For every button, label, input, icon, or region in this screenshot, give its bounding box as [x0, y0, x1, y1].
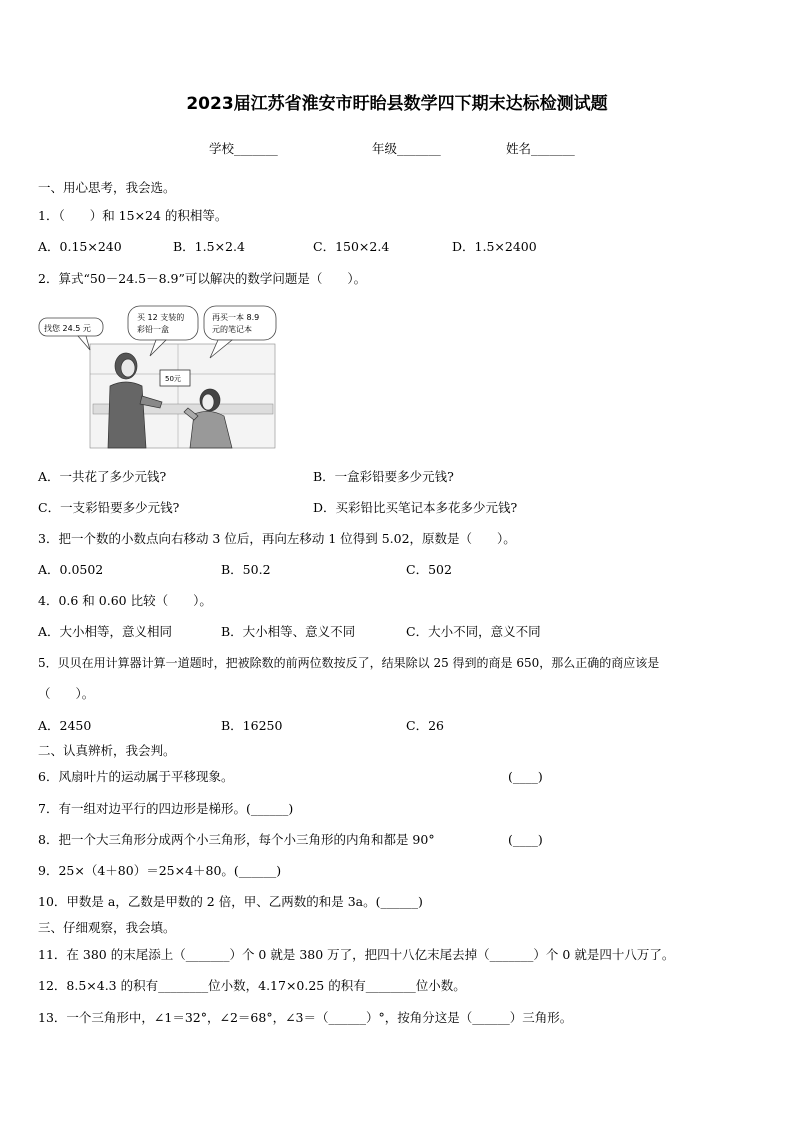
shop-illustration: [38, 304, 278, 450]
q5-option-a: A．2450: [38, 718, 92, 733]
grade-field: 年级_______: [372, 141, 441, 156]
section-heading-1: 一、用心思考，我会选。: [38, 180, 176, 195]
q3-option-a: A．0.0502: [38, 562, 104, 577]
question-11: 11．在 380 的末尾添上（_______）个 0 就是 380 万了，把四十八亿末尾去掉（_______）个 0 就是四十八万了。: [38, 947, 675, 962]
q2-option-b: B．一盒彩铅要多少元钱?: [313, 469, 454, 484]
q5-option-c: C．26: [406, 718, 444, 733]
q3-option-b: B．50.2: [221, 562, 271, 577]
q4-option-b: B．大小相等、意义不同: [221, 624, 356, 639]
bubble-2-line-2: 彩铅一盒: [137, 325, 169, 334]
bubble-3-line-1: 再买一本 8.9: [212, 313, 260, 322]
question-5: 5．贝贝在用计算器计算一道题时，把被除数的前两位数按反了，结果除以 25 得到的商是 650，那么正确的商应该是: [38, 656, 660, 670]
question-6: 6．风扇叶片的运动属于平移现象。: [38, 769, 234, 784]
q3-option-c: C．502: [406, 562, 452, 577]
bubble-2-line-1: 买 12 支装的: [137, 313, 185, 322]
name-field: 姓名_______: [506, 141, 575, 156]
q5-option-b: B．16250: [221, 718, 283, 733]
q2-option-a: A．一共花了多少元钱?: [38, 469, 167, 484]
question-3: 3．把一个数的小数点向右移动 3 位后，再向左移动 1 位得到 5.02，原数是（ ）。: [38, 531, 516, 546]
question-2: 2．算式“50－24.5－8.9”可以解决的数学问题是（ ）。: [38, 271, 367, 286]
question-5-continued: （ ）。: [38, 686, 95, 701]
q1-option-a: A．0.15×240: [38, 239, 122, 254]
question-7: 7．有一组对边平行的四边形是梯形。(______): [38, 801, 294, 816]
q1-option-b: B．1.5×2.4: [173, 239, 245, 254]
q1-option-c: C．150×2.4: [313, 239, 390, 254]
bubble-3-line-2: 元的笔记本: [212, 325, 252, 334]
school-field: 学校_______: [209, 141, 278, 156]
question-10: 10．甲数是 a，乙数是甲数的 2 倍，甲、乙两数的和是 3a。(______): [38, 894, 423, 909]
q2-option-c: C．一支彩铅要多少元钱?: [38, 500, 180, 515]
q2-option-d: D．买彩铅比买笔记本多花多少元钱?: [313, 500, 518, 515]
q1-option-d: D．1.5×2400: [452, 239, 537, 254]
page-title: 2023届江苏省淮安市盱眙县数学四下期末达标检测试题: [186, 94, 608, 114]
question-9: 9．25×（4＋80）＝25×4＋80。(______): [38, 863, 282, 878]
section-heading-3: 三、仔细观察，我会填。: [38, 920, 176, 935]
question-8: 8．把一个大三角形分成两个小三角形，每个小三角形的内角和都是 90°: [38, 832, 435, 847]
bubble-1-text: 找您 24.5 元: [44, 324, 91, 333]
question-13: 13．一个三角形中，∠1＝32°，∠2＝68°，∠3＝（______）°，按角分这是（______）三角形。: [38, 1010, 573, 1025]
q4-option-c: C．大小不同，意义不同: [406, 624, 541, 639]
question-1: 1．（ ）和 15×24 的积相等。: [38, 208, 228, 223]
banknote-label: 50元: [165, 375, 181, 383]
q8-answer-blank: (____): [508, 832, 543, 847]
q4-option-a: A．大小相等，意义相同: [38, 624, 173, 639]
section-heading-2: 二、认真辨析，我会判。: [38, 743, 176, 758]
q6-answer-blank: (____): [508, 769, 543, 784]
question-12: 12．8.5×4.3 的积有________位小数，4.17×0.25 的积有________位小数。: [38, 978, 466, 993]
question-4: 4．0.6 和 0.60 比较（ ）。: [38, 593, 212, 608]
